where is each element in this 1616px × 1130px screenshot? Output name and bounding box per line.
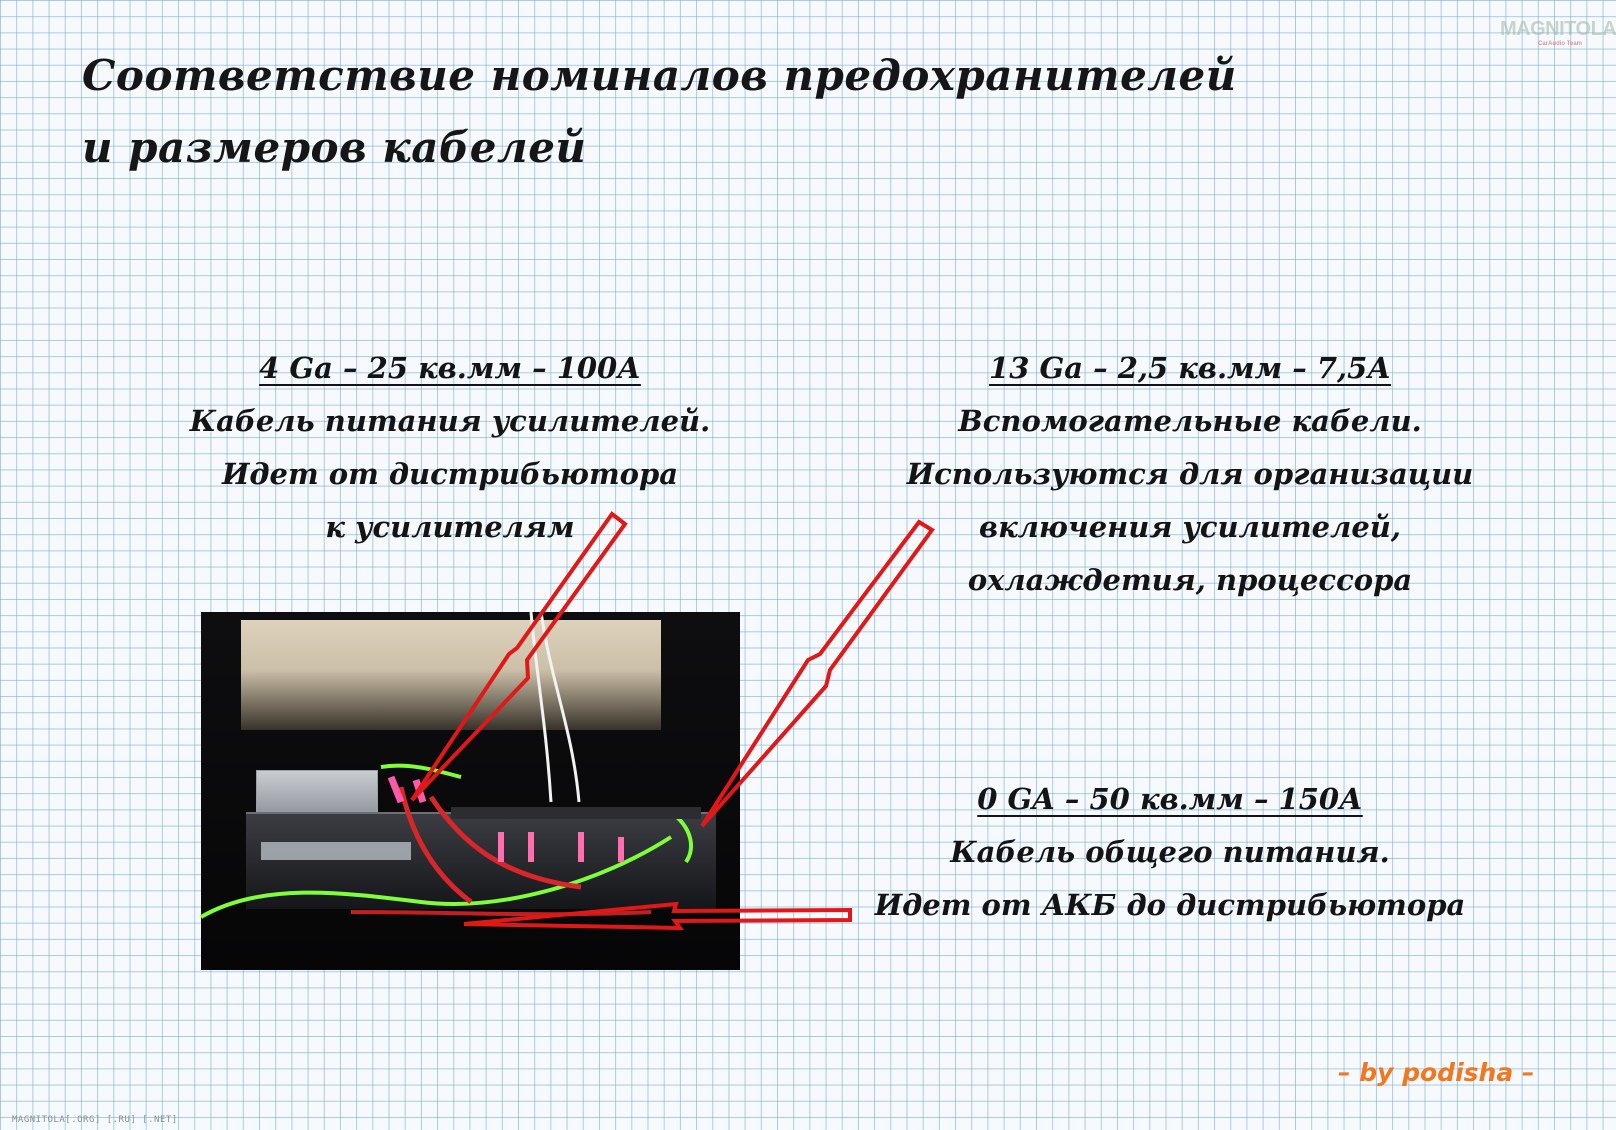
cable-0ga-heading: 0 GA – 50 кв.мм – 150А [977, 782, 1363, 816]
site-footer: MAGNITOLA[.ORG] [.RU] [.NET] [12, 1115, 178, 1125]
cable-13ga-line-2: Используются для организации [906, 457, 1474, 491]
cable-13ga-heading: 13 Ga – 2,5 кв.мм – 7,5А [989, 351, 1391, 385]
cable-4ga-line-1: Кабель питания усилителей. [189, 404, 711, 438]
cable-4ga-line-3: к усилителям [325, 510, 575, 544]
title-line-2: и размеров кабелей [82, 123, 587, 172]
cable-13ga-line-3: включения усилителей, [979, 510, 1401, 544]
cable-0ga-line-2: Идет от АКБ до дистрибьютора [874, 888, 1466, 922]
cable-0ga-line-1: Кабель общего питания. [950, 835, 1390, 869]
author-credit: – by podisha – [1338, 1058, 1535, 1087]
arrow-4ga [412, 514, 625, 800]
cable-13ga-line-1: Вспомогательные кабели. [958, 404, 1422, 438]
arrow-13ga [702, 522, 932, 826]
cable-13ga-line-4: охлаждетия, процессора [967, 563, 1413, 597]
cable-4ga-line-2: Идет от дистрибьютора [221, 457, 679, 491]
logo-subtitle: CarAudio Team [1538, 41, 1582, 47]
logo-name: MAGNITOLA [1500, 18, 1616, 40]
title-line-1: Соответствие номиналов предохранителей [82, 51, 1237, 100]
arrow-0ga [464, 904, 850, 928]
cable-4ga-heading: 4 Ga – 25 кв.мм – 100А [259, 351, 641, 385]
